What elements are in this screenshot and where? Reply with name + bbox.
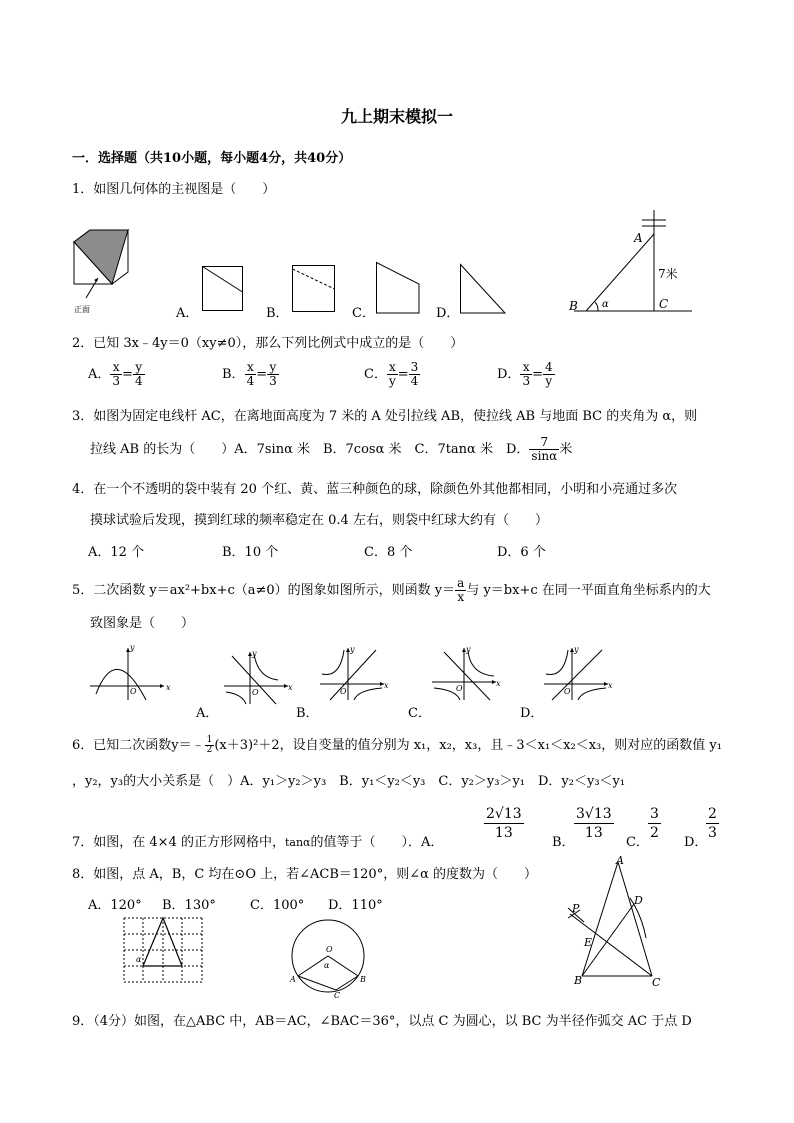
svg-text:α: α bbox=[324, 961, 330, 970]
svg-text:B: B bbox=[574, 974, 583, 987]
q6-line2: ，y₂，y₃的大小关系是（ ）A．y₁＞y₂＞y₃ B．y₁＜y₂＜y₃ C．y₂＞y₃＞y₁ D．y₂＜y₃＜y₁ bbox=[72, 774, 626, 789]
q2-option-b[interactable]: B． $\frac{x}{4}$ = $\frac{y}{3}$ bbox=[222, 360, 277, 388]
q1-shape-b bbox=[292, 265, 336, 313]
svg-text:x: x bbox=[288, 683, 293, 692]
q7-option-b[interactable]: $\frac{3√13}{13}$ bbox=[576, 806, 612, 841]
q1-option-a[interactable]: A． bbox=[176, 306, 199, 321]
svg-text:x: x bbox=[496, 679, 501, 688]
q2-option-c[interactable]: C． $\frac{x}{y}$ = $\frac{3}{4}$ bbox=[364, 360, 419, 388]
q5-option-b[interactable]: B． bbox=[296, 706, 319, 721]
svg-text:B: B bbox=[360, 975, 366, 984]
triangle-figure bbox=[560, 856, 670, 988]
svg-text:y: y bbox=[466, 645, 471, 654]
svg-text:O: O bbox=[456, 684, 463, 693]
svg-text:O: O bbox=[252, 688, 259, 697]
q4-option-a[interactable]: A．12 个 bbox=[88, 545, 145, 560]
q8-option-a[interactable]: A．120° bbox=[88, 898, 142, 913]
svg-text:A: A bbox=[634, 231, 643, 245]
pole-figure bbox=[566, 208, 696, 316]
q7-option-c[interactable]: $\frac{3}{2}$ bbox=[650, 806, 659, 841]
svg-text:D: D bbox=[634, 894, 643, 907]
q4-option-d[interactable]: D．6 个 bbox=[497, 545, 546, 560]
svg-text:x: x bbox=[384, 681, 389, 690]
q7-stem: 7．如图，在 4×4 的正方形网格中，tanα的值等于（ ）．A． bbox=[72, 835, 444, 850]
q8-option-d[interactable]: D．110° bbox=[328, 898, 383, 913]
svg-text:α: α bbox=[602, 299, 609, 310]
q7-option-b-label[interactable]: B． bbox=[552, 835, 575, 850]
svg-text:x: x bbox=[166, 683, 171, 692]
svg-text:7米: 7米 bbox=[658, 267, 678, 281]
q3-line2: 拉线 AB 的长为（ ）A．7sinα 米 B．7cosα 米 C．7tanα 米 D． $\frac{7}{\sin\alpha}$ 米 bbox=[90, 435, 573, 463]
q5-graph-a bbox=[222, 648, 294, 706]
q3-line1: 3．如图为固定电线杆 AC，在离地面高度为 7 米的 A 处引拉线 AB，使拉线 AB 与地面 BC 的夹角为 α，则 bbox=[72, 409, 698, 424]
q5-graph-b bbox=[318, 644, 390, 702]
svg-text:O: O bbox=[130, 687, 137, 696]
q8-circle-figure bbox=[288, 918, 368, 1000]
section-heading: 一．选择题（共10小题，每小题4分，共40分） bbox=[72, 151, 352, 166]
svg-text:A: A bbox=[616, 854, 624, 867]
q8-option-b[interactable]: B．130° bbox=[162, 898, 216, 913]
svg-text:A: A bbox=[290, 975, 296, 984]
svg-text:C: C bbox=[659, 297, 669, 311]
q7-option-c-label[interactable]: C． bbox=[626, 835, 649, 850]
q4-line1: 4．在一个不透明的袋中装有 20 个红、黄、蓝三种颜色的球，除颜色外其他都相同，小明和小亮通过多次 bbox=[72, 482, 678, 497]
q7-grid-figure bbox=[124, 918, 204, 986]
svg-text:y: y bbox=[252, 649, 257, 658]
q1-shape-d bbox=[460, 264, 506, 314]
q5-line2: 致图象是（ ） bbox=[90, 616, 195, 631]
svg-text:P: P bbox=[572, 902, 580, 915]
svg-text:y: y bbox=[350, 645, 355, 654]
q2-stem: 2．已知 3x﹣4y＝0（xy≠0），那么下列比例式中成立的是（ ） bbox=[72, 336, 464, 351]
q2-option-a[interactable]: A． $\frac{x}{3}$ = $\frac{y}{4}$ bbox=[88, 360, 143, 388]
q5-option-c[interactable]: C． bbox=[408, 706, 431, 721]
q5-line1: 5．二次函数 y＝ax²+bx+c（a≠0）的图象如图所示，则函数 y＝ $\frac{a}{x}$ 与 y＝bx+c 在同一平面直角坐标系内的大 bbox=[72, 576, 711, 604]
q8-option-c[interactable]: C．100° bbox=[250, 898, 305, 913]
svg-text:B: B bbox=[569, 299, 578, 313]
q5-graph-d bbox=[542, 644, 614, 702]
q9-line1: 9．（4分）如图，在△ABC 中，AB＝AC，∠BAC＝36°，以点 C 为圆心，以 BC 为半径作弧交 AC 于点 D bbox=[72, 1014, 692, 1029]
q5-graph-c bbox=[430, 644, 502, 702]
page-title: 九上期末模拟一 bbox=[340, 107, 453, 126]
svg-text:x: x bbox=[608, 681, 613, 690]
q1-solid-figure bbox=[70, 228, 134, 316]
q4-line2: 摸球试验后发现，摸到红球的频率稳定在 0.4 左右，则袋中红球大约有（ ） bbox=[90, 513, 548, 528]
q1-stem: 1．如图几何体的主视图是（ ） bbox=[72, 182, 276, 197]
svg-text:O: O bbox=[326, 945, 333, 954]
q8-stem: 8．如图，点 A，B，C 均在⊙O 上，若∠ACB＝120°，则∠α 的度数为（ ） bbox=[72, 867, 538, 882]
q1-option-d[interactable]: D． bbox=[436, 306, 460, 321]
q1-option-b[interactable]: B． bbox=[266, 306, 289, 321]
q2-option-d[interactable]: D． $\frac{x}{3}$ = $\frac{4}{y}$ bbox=[497, 360, 553, 388]
svg-text:C: C bbox=[652, 976, 661, 989]
q5-parabola-graph bbox=[88, 643, 171, 702]
svg-text:α: α bbox=[136, 955, 142, 964]
svg-text:E: E bbox=[584, 936, 593, 949]
q4-option-c[interactable]: C．8 个 bbox=[364, 545, 413, 560]
q1-option-c[interactable]: C． bbox=[352, 306, 375, 321]
q5-option-d[interactable]: D． bbox=[520, 706, 544, 721]
svg-text:C: C bbox=[334, 991, 341, 1000]
svg-text:O: O bbox=[340, 687, 347, 696]
svg-text:y: y bbox=[574, 645, 579, 654]
q1-shape-c bbox=[376, 262, 420, 314]
q1-shape-a bbox=[202, 266, 244, 312]
svg-text:O: O bbox=[564, 687, 571, 696]
front-label: 正面 bbox=[74, 305, 90, 314]
q6-line1: 6．已知二次函数y＝﹣ $\frac{1}{2}$ (x＋3)²＋2，设自变量的值分别为 x₁，x₂，x₃，且﹣3＜x₁＜x₂＜x₃，则对应的函数值 y₁ bbox=[72, 735, 722, 755]
q7-option-d-label[interactable]: D． bbox=[684, 835, 708, 850]
q7-option-d[interactable]: $\frac{2}{3}$ bbox=[708, 806, 717, 841]
q7-option-a[interactable]: $\frac{2√13}{13}$ bbox=[486, 806, 522, 841]
svg-text:y: y bbox=[130, 643, 135, 652]
q4-option-b[interactable]: B．10 个 bbox=[222, 545, 279, 560]
q5-option-a[interactable]: A． bbox=[196, 706, 219, 721]
